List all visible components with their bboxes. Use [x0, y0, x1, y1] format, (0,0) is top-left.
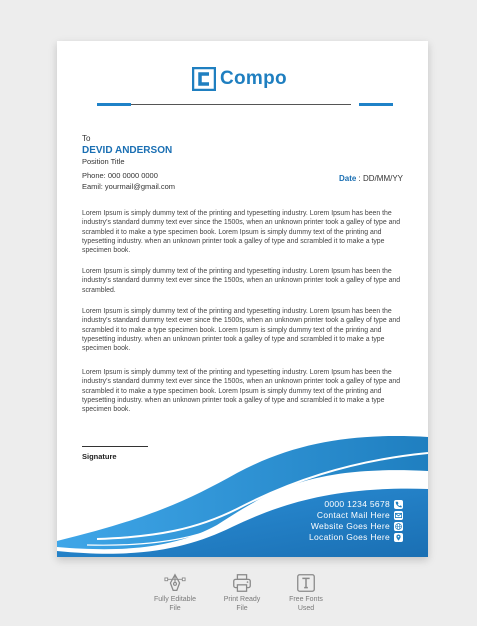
brand-name: Compo [220, 68, 287, 89]
globe-icon [394, 522, 403, 531]
font-icon [295, 572, 317, 594]
recipient-email: Eamil: yourmail@gmail.com [82, 182, 176, 191]
footer-location-text: Location Goes Here [309, 532, 390, 542]
to-label: To [82, 134, 91, 143]
phone-icon [394, 500, 403, 509]
feature-fully-editable [143, 572, 207, 613]
body-paragraph: Lorem Ipsum is simply dummy text of the printing and typesetting industry. Lorem Ipsum has been the industry's standard dummy text ever since the 1500s, when an unknown printer took a galley of type and scrambled. [82, 268, 401, 294]
letterhead-page [57, 41, 428, 557]
body-paragraph: Lorem Ipsum is simply dummy text of the printing and typesetting industry. Lorem Ipsum has been the industry's standard dummy text ever since the 1500s, when an unknown printer took a galley of type and scrambled it to make a type specimen book. Lorem Ipsum is simply dummy text of the printing and typesetting industry. when an unknown printer took a galley of type and scrambled it to make a type specimen book. [82, 369, 401, 414]
feature-label-line2: Used [297, 604, 315, 612]
recipient-phone: Phone: 000 0000 0000 [82, 171, 158, 180]
printer-icon [231, 572, 253, 594]
feature-label-line2: File [169, 604, 181, 612]
feature-label-line1: Free Fonts [289, 596, 323, 603]
location-pin-icon [394, 533, 403, 542]
footer-mail-text: Contact Mail Here [316, 510, 390, 520]
mail-icon [394, 511, 403, 520]
footer-phone [273, 499, 403, 509]
footer-website-text: Website Goes Here [310, 521, 390, 531]
date-value: : DD/MM/YY [356, 174, 403, 183]
feature-free-fonts [274, 572, 338, 613]
feature-label-line2: File [236, 604, 248, 612]
body-paragraph: Lorem Ipsum is simply dummy text of the printing and typesetting industry. Lorem Ipsum has been the industry's standard dummy text ever since the 1500s, when an unknown printer took a galley of type and scrambled it to make a type specimen book. Lorem Ipsum is simply dummy text of the printing and typesetting industry. when an unknown printer took a galley of type and scrambled it to make a type specimen book. [82, 210, 401, 255]
pen-tool-icon [164, 572, 186, 594]
footer-location [273, 532, 403, 542]
position-title: Position Title [82, 157, 125, 166]
footer-website [273, 521, 403, 531]
footer-phone-text: 0000 1234 5678 [324, 499, 390, 509]
signature-label: Signature [82, 452, 117, 461]
footer-wave-decoration [57, 41, 428, 557]
feature-print-ready [210, 572, 274, 613]
date-label: Date [338, 174, 357, 183]
feature-label-line1: Print Ready [223, 596, 261, 603]
recipient-name: DEVID ANDERSON [82, 145, 173, 156]
feature-label-line1: Fully Editable [153, 596, 197, 603]
footer-mail [273, 510, 403, 520]
body-paragraph: Lorem Ipsum is simply dummy text of the printing and typesetting industry. Lorem Ipsum has been the industry's standard dummy text ever since the 1500s, when an unknown printer took a galley of type and scrambled it to make a type specimen book. Lorem Ipsum is simply dummy text of the printing and typesetting industry. when an unknown printer took a galley of type and scrambled it to make a type specimen book. [82, 308, 401, 353]
